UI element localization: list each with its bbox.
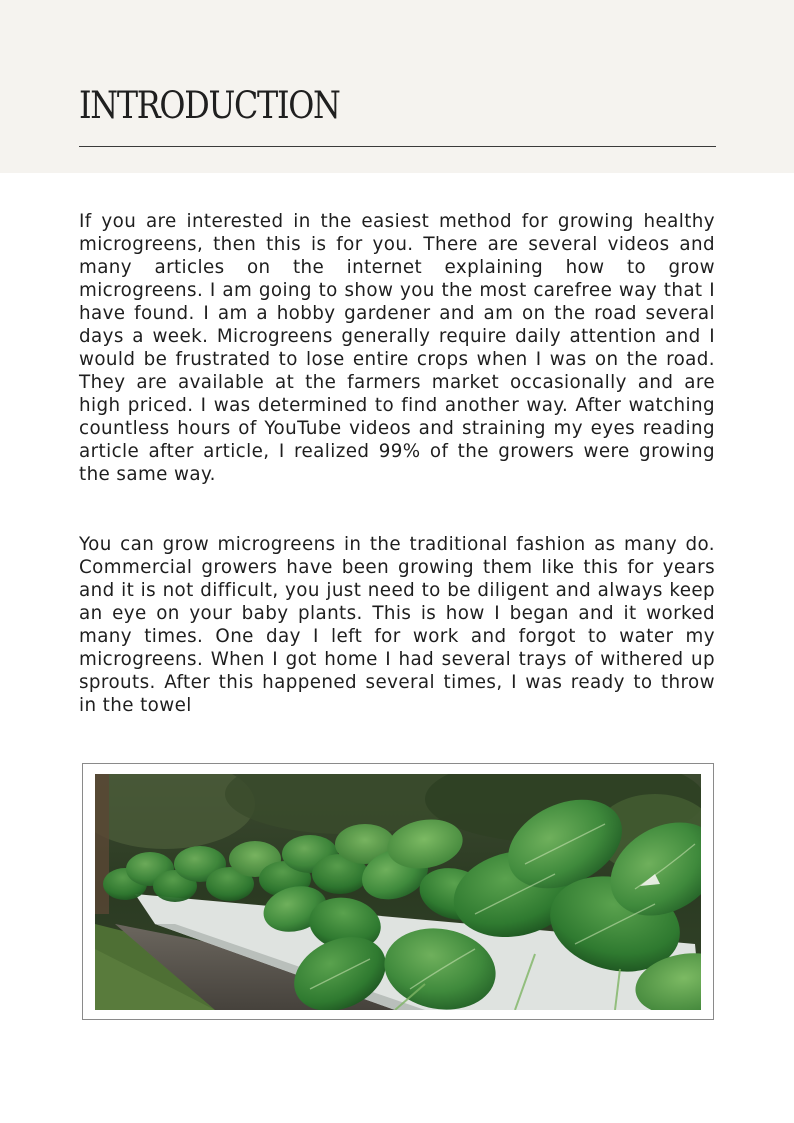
- title-divider: [79, 146, 716, 147]
- microgreens-photo: [95, 774, 701, 1010]
- body-paragraph-2: You can grow microgreens in the traditional fashion as many do. Commercial growers have been growing them like this for years and it is not difficult, you just need to be diligent and always keep an eye on your baby plants. This is how I began and it worked many times. One day I left for work and forgot to water my microgreens. When I got home I had several trays of withered up sprouts. After this happened several times, I was ready to throw in the towel: [79, 534, 715, 716]
- photo-frame: [82, 763, 714, 1020]
- page-title: INTRODUCTION: [79, 84, 340, 127]
- body-paragraph-1: If you are interested in the easiest method for growing healthy microgreens, then this is for you. There are several videos and many articles on the internet explaining how to grow microgreens. I am going to show you the most carefree way that I have found. I am a hobby gardener and am on the road several days a week. Microgreens generally require daily attention and I would be frustrated to lose entire crops when I was on the road. They are available at the farmers market occasionally and are high priced. I was determined to find another way. After watching countless hours of YouTube videos and straining my eyes reading article after article, I realized 99% of the growers were growing the same way.: [79, 211, 715, 485]
